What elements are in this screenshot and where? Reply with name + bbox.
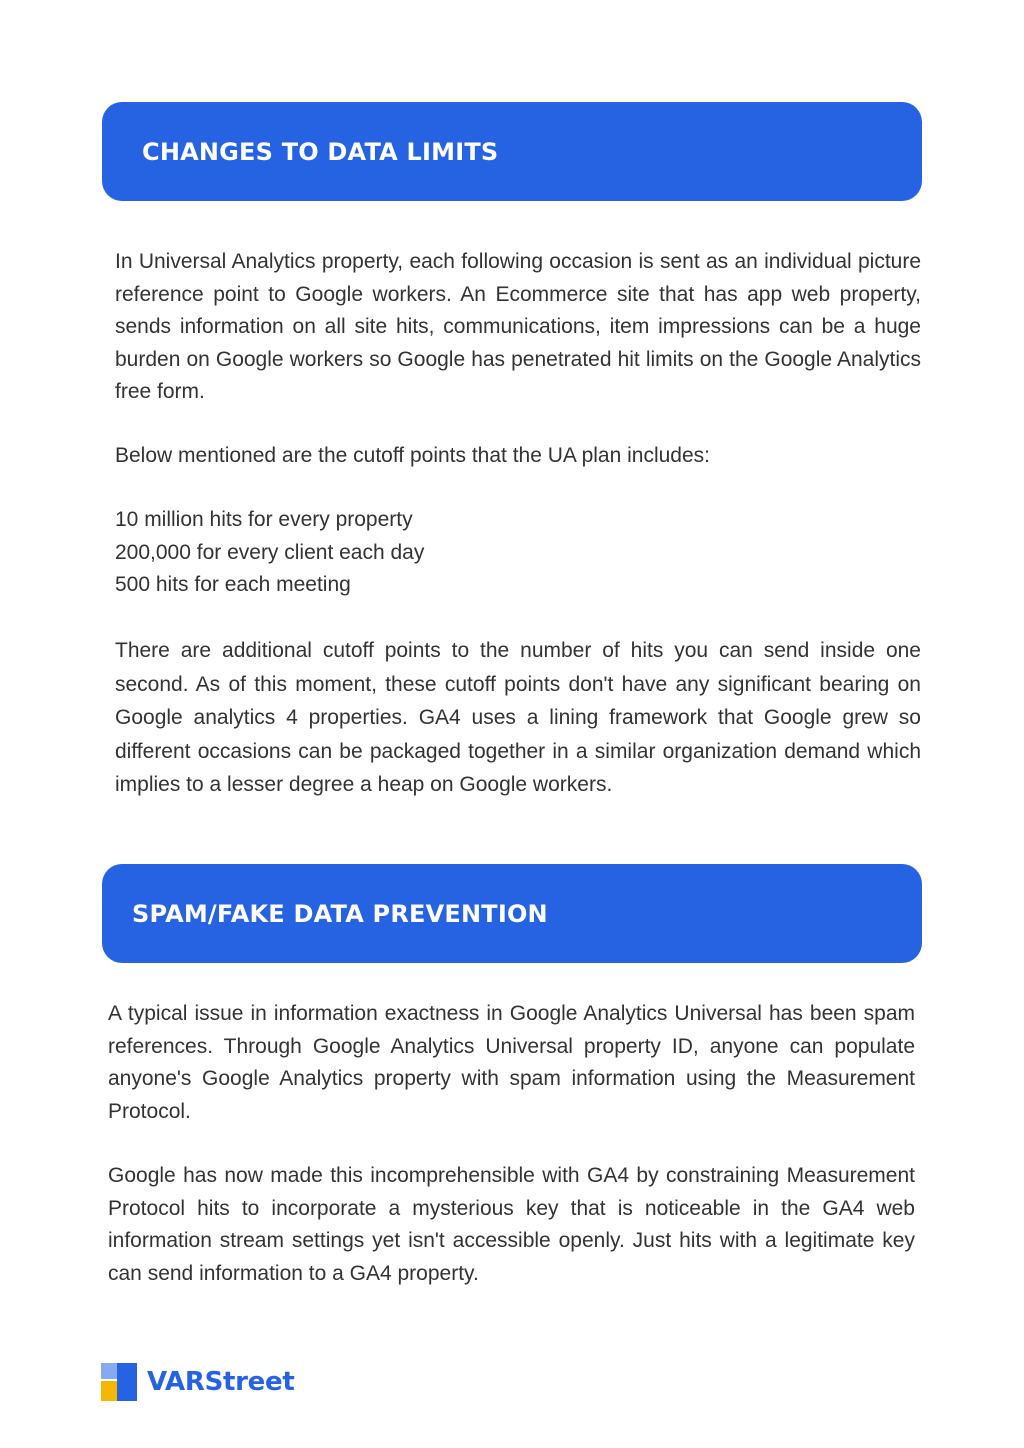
paragraph-spam-issue: A typical issue in information exactness in Google Analytics Universal has been spam references. Through Google Analytics Universal property ID, anyone can populate anyone's Google Analytics property with spam information using the Measurement Protocol. xyxy=(108,1002,915,1123)
list-item: 10 million hits for every property xyxy=(115,508,413,531)
paragraph-additional-cutoffs: There are additional cutoff points to the number of hits you can send inside one second. As of this moment, these cutoff points don't have any significant bearing on Google analytics 4 properties. GA4 uses a lining framework that Google grew so different occasions can be packaged together in a similar organization demand which implies to a lesser degree a heap on Google workers. xyxy=(115,639,921,796)
paragraph-ua-hit-limits: In Universal Analytics property, each following occasion is sent as an individual picture reference point to Google workers. An Ecommerce site that has app web property, sends information on all site hits, communications, item impressions can be a huge burden on Google workers so Google has penetrated hit limits on the Google Analytics free form. xyxy=(115,250,921,403)
section-heading-data-limits: CHANGES TO DATA LIMITS xyxy=(142,137,499,166)
logo-text: VARStreet xyxy=(147,1367,295,1397)
paragraph-ga4-secret-key: Google has now made this incomprehensible with GA4 by constraining Measurement Protocol hits to incorporate a mysterious key that is noticeable in the GA4 web information stream settings yet isn't accessible openly. Just hits with a legitimate key can send information to a GA4 property. xyxy=(108,1164,915,1285)
section-banner-data-limits xyxy=(102,102,922,201)
list-item: 500 hits for each meeting xyxy=(115,573,351,596)
varstreet-logo xyxy=(101,1362,294,1402)
limits-list xyxy=(115,504,921,602)
section-banner-spam-prevention xyxy=(102,864,922,963)
paragraph-cutoff-intro: Below mentioned are the cutoff points that the UA plan includes: xyxy=(115,444,710,467)
section-heading-spam-prevention: SPAM/FAKE DATA PREVENTION xyxy=(132,899,548,928)
list-item: 200,000 for every client each day xyxy=(115,540,425,564)
varstreet-logo-icon xyxy=(101,1363,137,1401)
